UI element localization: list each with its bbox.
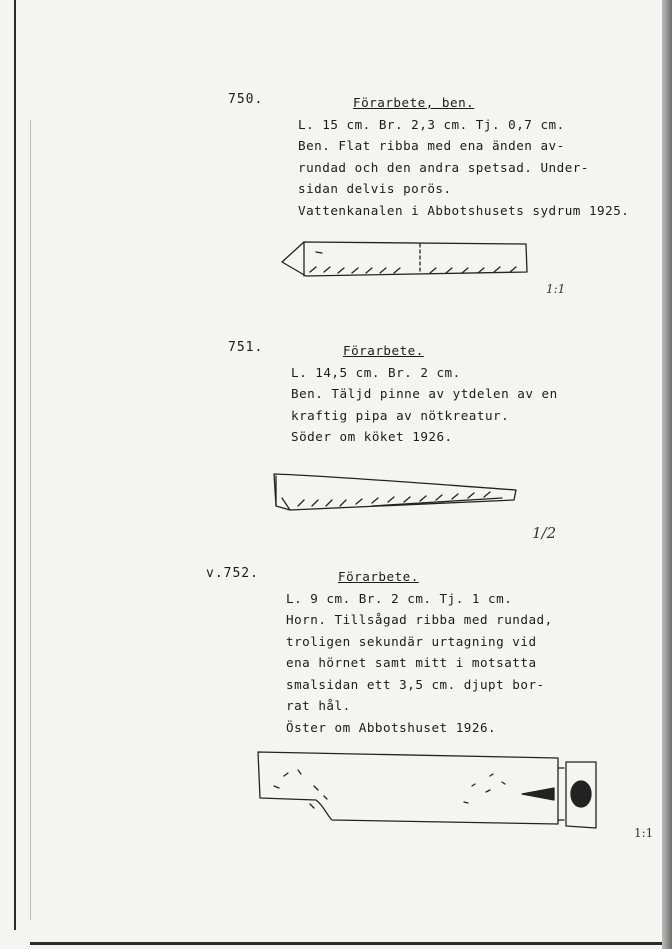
scale-label: 1/2	[532, 524, 557, 542]
entry-title: Förarbete, ben.	[353, 95, 475, 110]
binding-edge	[14, 0, 16, 930]
artifact-752-drawing	[254, 746, 604, 832]
scale-label: 1:1	[546, 282, 566, 296]
entry-number: 750.	[228, 92, 264, 107]
entry-number: v.752.	[206, 566, 259, 581]
entry-line: L. 9 cm. Br. 2 cm. Tj. 1 cm.	[286, 590, 513, 606]
entry-line: rundad och den andra spetsad. Under-	[298, 159, 589, 175]
entry-title: Förarbete.	[343, 343, 424, 358]
entry-line: L. 15 cm. Br. 2,3 cm. Tj. 0,7 cm.	[298, 116, 565, 132]
entry-line: Öster om Abbotshuset 1926.	[286, 719, 497, 735]
entry-line: L. 14,5 cm. Br. 2 cm.	[291, 364, 461, 380]
entry-line: Vattenkanalen i Abbotshusets sydrum 1925.	[298, 202, 630, 218]
entry-line: Söder om köket 1926.	[291, 429, 453, 444]
artifact-750-drawing	[280, 236, 530, 282]
entry-752-text	[286, 566, 553, 738]
entry-line: rat hål.	[286, 698, 351, 713]
entry-line: Ben. Täljd pinne av ytdelen av en	[291, 386, 558, 401]
entry-751-text	[291, 340, 558, 448]
entry-line: sidan delvis porös.	[298, 181, 452, 196]
entry-line: Ben. Flat ribba med ena änden av-	[298, 138, 565, 153]
entry-title: Förarbete.	[338, 569, 419, 584]
entry-line: Horn. Tillsågad ribba med rundad,	[286, 612, 553, 627]
scale-label: 1:1	[634, 826, 654, 840]
entry-750-text	[298, 92, 629, 221]
entry-line: kraftig pipa av nötkreatur.	[291, 407, 510, 423]
entry-line: troligen sekundär urtagning vid	[286, 633, 537, 649]
entry-line: smalsidan ett 3,5 cm. djupt bor-	[286, 676, 545, 692]
page-margin-line	[30, 120, 31, 920]
artifact-751-drawing	[272, 470, 522, 516]
entry-number: 751.	[228, 340, 264, 355]
entry-line: ena hörnet samt mitt i motsatta	[286, 655, 537, 670]
page-shadow-edge	[662, 0, 672, 949]
page-bottom-edge	[30, 942, 662, 945]
